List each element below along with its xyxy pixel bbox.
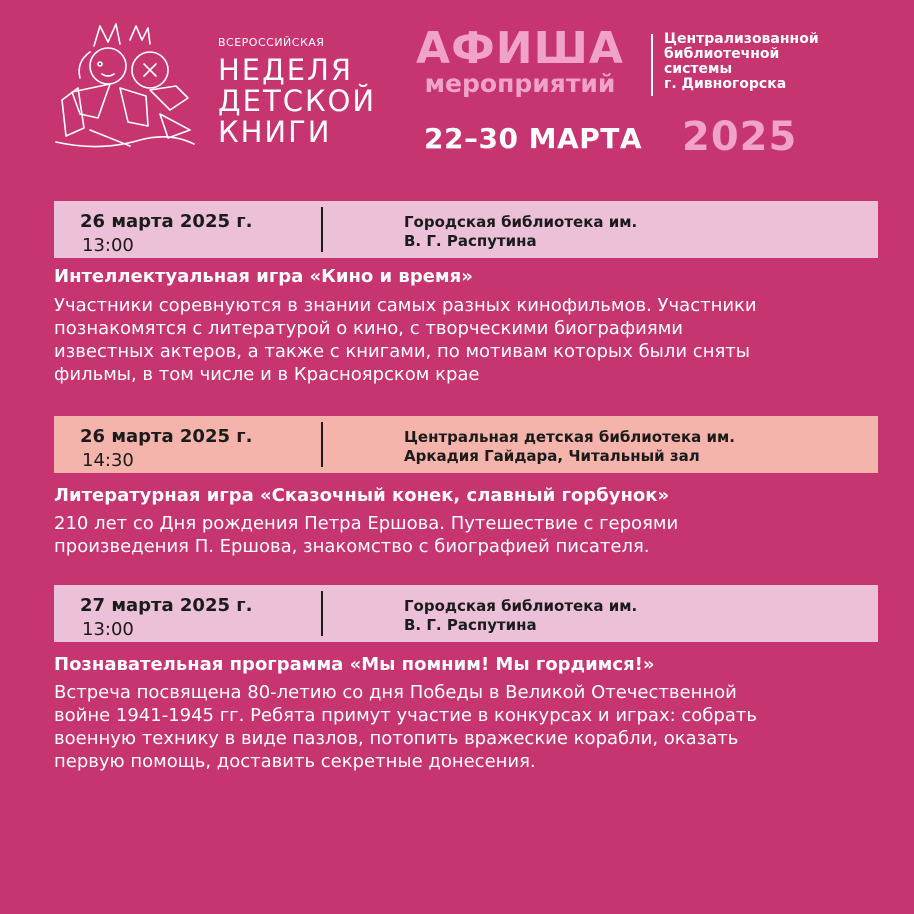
event-title: Интеллектуальная игра «Кино и время»	[54, 266, 473, 287]
event-description-line: произведения П. Ершова, знакомство с биографией писателя.	[54, 536, 650, 557]
event-place-line: В. Г. Распутина	[404, 232, 537, 250]
event-title: Познавательная программа «Мы помним! Мы гордимся!»	[54, 654, 655, 675]
event-place	[404, 428, 735, 466]
organization-name	[664, 32, 904, 92]
event-place-line: В. Г. Распутина	[404, 616, 537, 634]
week-line-2: ДЕТСКОЙ	[218, 84, 377, 118]
book-week-logo-text	[218, 36, 376, 148]
event-date: 26 марта 2025 г.	[80, 211, 253, 232]
org-line-2: библиотечной	[664, 46, 780, 62]
event-description-line: войне 1941-1945 гг. Ребята примут участие в конкурсах и играх: собрать	[54, 705, 757, 726]
band-divider	[321, 422, 323, 467]
week-pretitle: ВСЕРОССИЙСКАЯ	[218, 36, 325, 49]
event-date: 27 марта 2025 г.	[80, 595, 253, 616]
event-description	[54, 681, 757, 773]
event-place	[404, 213, 637, 251]
event-description-line: военную технику в виде пазлов, потопить вражеские корабли, оказать	[54, 728, 739, 749]
event-description-line: 210 лет со Дня рождения Петра Ершова. Путешествие с героями	[54, 513, 679, 534]
event-info-band	[54, 201, 878, 258]
event-description-line: известных актеров, а также с книгами, по мотивам которых были сняты	[54, 341, 750, 362]
week-line-3: КНИГИ	[218, 115, 332, 149]
event-description-line: первую помощь, доставить секретные донесения.	[54, 751, 536, 772]
event-place	[404, 597, 637, 635]
event-description-line: фильмы, в том числе и в Красноярском крае	[54, 364, 480, 385]
event-info-band	[54, 416, 878, 473]
event-description-line: познакомятся с литературой о кино, с творческими биографиями	[54, 318, 683, 339]
event-title: Литературная игра «Сказочный конек, славный горбунок»	[54, 485, 670, 506]
band-divider	[321, 207, 323, 252]
event-time: 13:00	[82, 235, 134, 256]
event-dates: 22–30 МАРТА	[424, 122, 643, 155]
band-divider	[321, 591, 323, 636]
children-reading-logo-icon	[50, 18, 200, 158]
afisha-title: АФИША	[416, 23, 624, 74]
org-line-1: Централизованной	[664, 31, 819, 47]
event-time: 13:00	[82, 619, 134, 640]
event-place-line: Городская библиотека им.	[404, 213, 638, 231]
event-description	[54, 294, 757, 386]
event-time: 14:30	[82, 450, 134, 471]
event-description-line: Встреча посвящена 80-летию со дня Победы в Великой Отечественной	[54, 682, 737, 703]
event-place-line: Центральная детская библиотека им.	[404, 428, 735, 446]
event-description	[54, 512, 678, 558]
event-date: 26 марта 2025 г.	[80, 426, 253, 447]
event-info-band	[54, 585, 878, 642]
org-line-4: г. Дивногорска	[664, 76, 787, 92]
event-place-line: Аркадия Гайдара, Читальный зал	[404, 447, 700, 465]
event-year: 2025	[682, 114, 798, 160]
week-line-1: НЕДЕЛЯ	[218, 53, 354, 87]
header-divider	[651, 34, 653, 96]
org-line-3: системы	[664, 61, 733, 77]
afisha-subtitle: мероприятий	[424, 69, 616, 98]
event-place-line: Городская библиотека им.	[404, 597, 638, 615]
event-description-line: Участники соревнуются в знании самых разных кинофильмов. Участники	[54, 295, 757, 316]
